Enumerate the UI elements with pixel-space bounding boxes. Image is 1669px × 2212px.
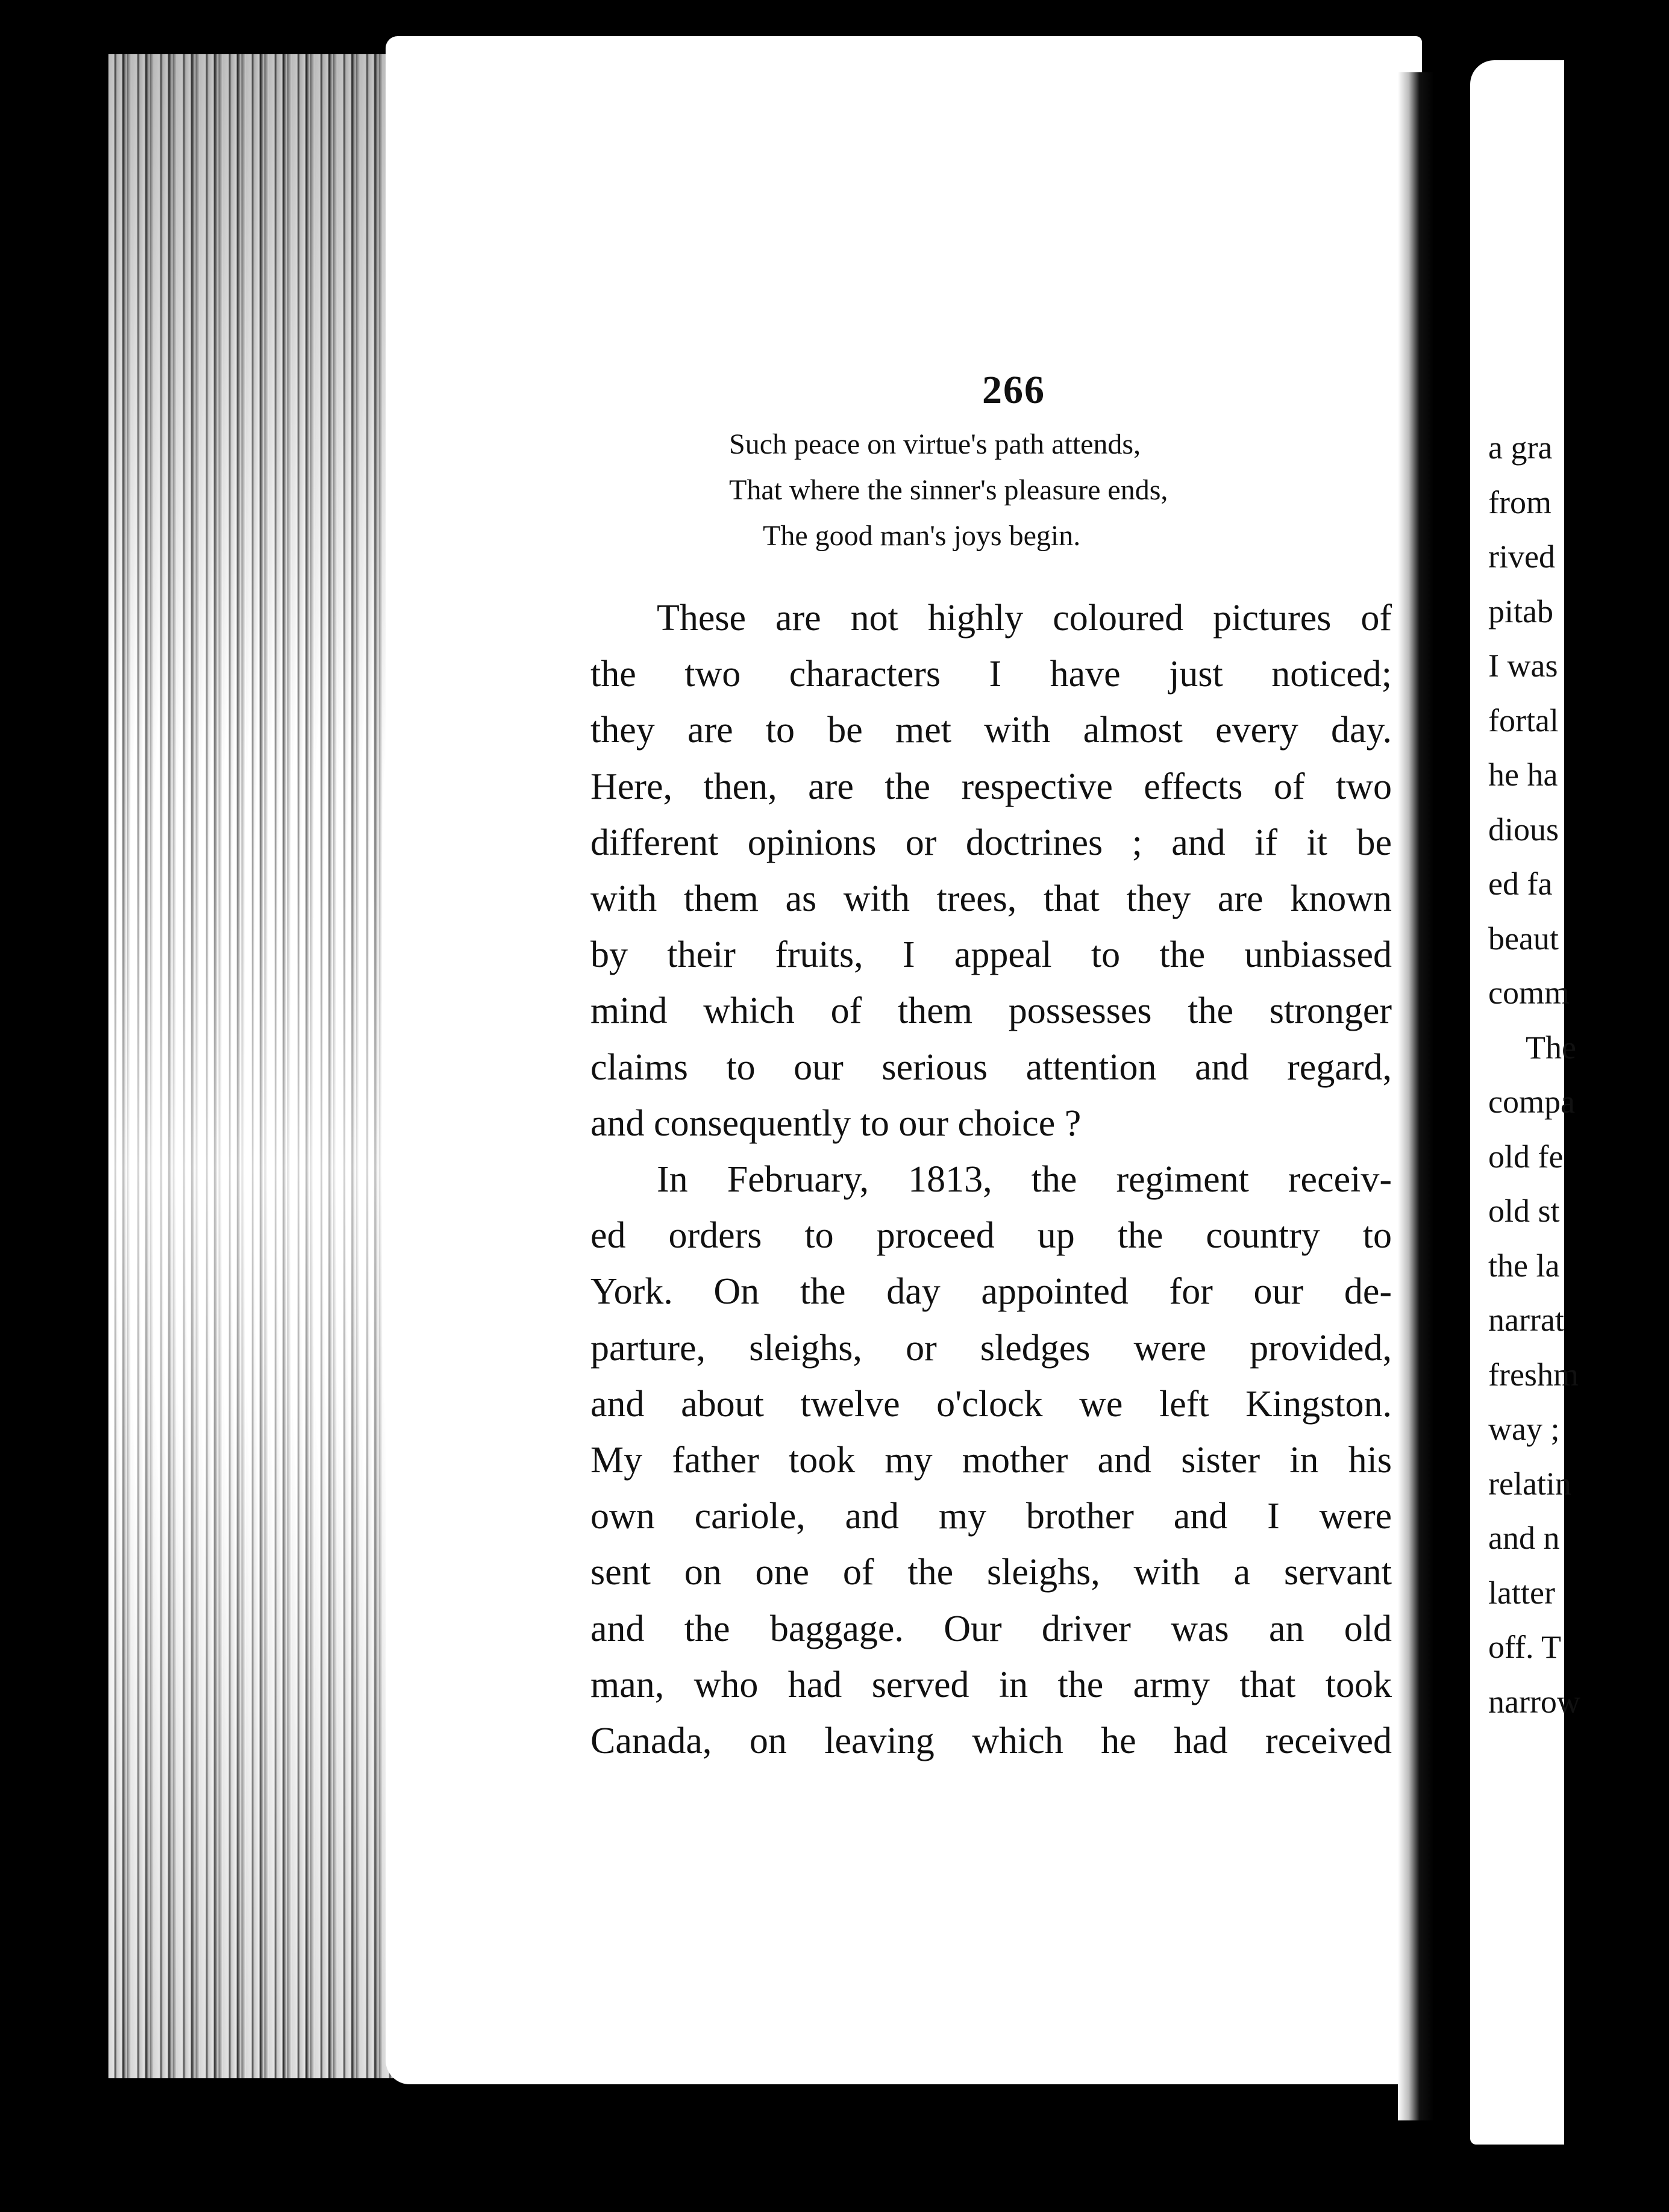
right-line: latter xyxy=(1488,1574,1555,1611)
text-line: and consequently to our choice ? xyxy=(590,1102,1082,1144)
right-line: narrat xyxy=(1488,1302,1564,1338)
verse-line: That where the sinner's pleasure ends, xyxy=(729,474,1168,506)
verse-line: Such peace on virtue's path attends, xyxy=(729,428,1141,460)
right-line: old st xyxy=(1488,1193,1560,1229)
text-line: and about twelve o'clock we left Kingston. xyxy=(590,1383,1392,1425)
right-line: ed fa xyxy=(1488,866,1553,902)
right-line: dious xyxy=(1488,811,1559,848)
book-gutter xyxy=(1398,72,1434,2120)
right-line: off. T xyxy=(1488,1629,1561,1665)
right-line: compa xyxy=(1488,1084,1575,1120)
text-line: man, who had served in the army that took xyxy=(590,1664,1392,1705)
right-line: comm xyxy=(1488,975,1570,1011)
text-line: In February, 1813, the regiment receiv- xyxy=(657,1159,1392,1201)
text-line: ed orders to proceed up the country to xyxy=(590,1215,1392,1257)
text-line: mind which of them possesses the stronger xyxy=(590,990,1392,1032)
right-line: The xyxy=(1526,1029,1576,1066)
text-line: sent on one of the sleighs, with a servant xyxy=(590,1552,1392,1593)
text-line: by their fruits, I appeal to the unbiassed xyxy=(590,934,1392,976)
right-line: he ha xyxy=(1488,757,1558,793)
right-line: old fe xyxy=(1488,1138,1564,1175)
right-line: way ; xyxy=(1488,1411,1560,1447)
right-line: rived xyxy=(1488,539,1555,575)
book-page-edges xyxy=(108,54,422,2078)
right-line: I was xyxy=(1488,648,1558,684)
text-line: Canada, on leaving which he had received xyxy=(590,1720,1392,1762)
text-line: parture, sleighs, or sledges were provided, xyxy=(590,1327,1392,1369)
right-line: fortal xyxy=(1488,702,1559,739)
right-line: pitab xyxy=(1488,593,1553,630)
page-number: 266 xyxy=(982,368,1045,412)
right-line: narrow xyxy=(1488,1683,1580,1720)
right-line: relatin xyxy=(1488,1465,1571,1502)
right-page-text xyxy=(1488,420,1669,1729)
right-line: a gra xyxy=(1488,430,1553,466)
text-line: York. On the day appointed for our de- xyxy=(590,1271,1392,1313)
verse-block xyxy=(729,422,1332,559)
text-line: own cariole, and my brother and I were xyxy=(590,1496,1392,1537)
right-line: from xyxy=(1488,484,1552,520)
text-line: the two characters I have just noticed; xyxy=(590,654,1392,695)
text-line: they are to be met with almost every day. xyxy=(590,710,1392,751)
right-page xyxy=(1470,60,1580,2145)
verse-line: The good man's joys begin. xyxy=(763,520,1081,552)
text-line: These are not highly coloured pictures of xyxy=(657,598,1392,639)
right-line: beaut xyxy=(1488,920,1559,957)
text-line: Here, then, are the respective effects of two xyxy=(590,766,1392,807)
text-line: with them as with trees, that they are known xyxy=(590,878,1392,920)
text-line: and the baggage. Our driver was an old xyxy=(590,1608,1392,1649)
text-line: claims to our serious attention and regard, xyxy=(590,1046,1392,1088)
right-line: and n xyxy=(1488,1520,1560,1556)
body-text xyxy=(590,590,1392,1769)
right-line: the la xyxy=(1488,1247,1560,1284)
text-line: different opinions or doctrines ; and if it be xyxy=(590,822,1392,863)
right-line: freshm xyxy=(1488,1356,1579,1393)
text-line: My father took my mother and sister in his xyxy=(590,1440,1392,1481)
